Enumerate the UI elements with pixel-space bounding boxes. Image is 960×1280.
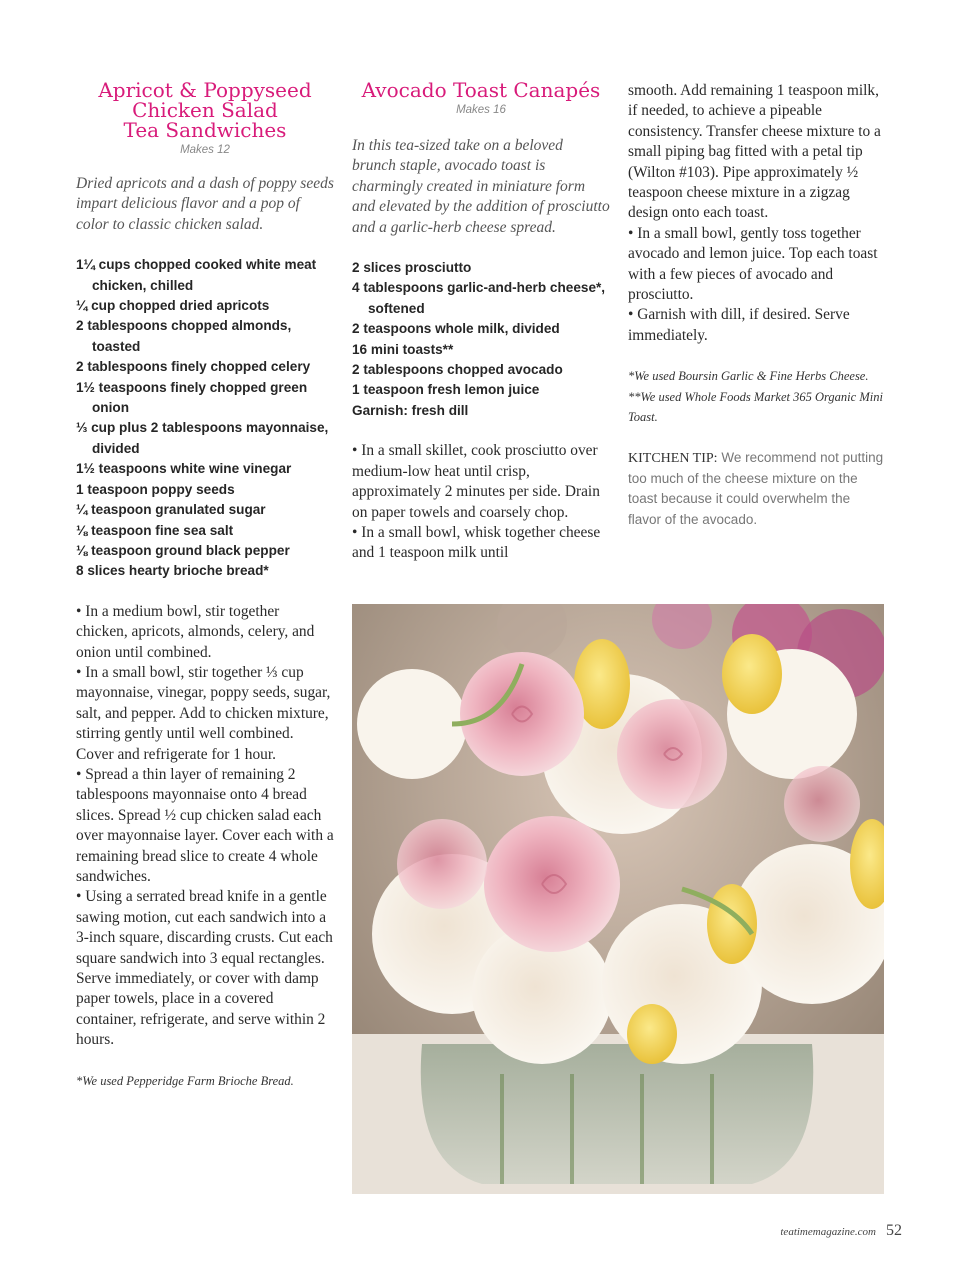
recipe1-ingredients [76,255,334,582]
recipe1-yield: Makes 12 [180,144,230,156]
ingredient: 1¼ cups chopped cooked white meat chicken, chilled [76,257,317,293]
instruction-step: • In a small bowl, whisk together cheese and 1 teaspoon milk until [352,523,601,562]
recipe2-column [352,80,610,564]
recipe1-title-line: Tea Sandwiches [123,118,287,142]
ingredient: ⅛ teaspoon ground black pepper [76,542,290,558]
recipe2-instructions [352,441,610,563]
ingredient: 1 teaspoon fresh lemon juice [352,382,540,398]
instruction-step: • In a small bowl, stir together ⅓ cup mayonnaise, vinegar, poppy seeds, sugar, salt, and pepper. Add to chicken mixture, stirring gently until well combined. Cover and refrigerate for 1 hour. [76,663,331,763]
instruction-step: • Spread a thin layer of remaining 2 tablespoons mayonnaise onto 4 bread slices. Spread ½ cup chicken salad each over mayonnaise layer. Cover each with a remaining bread slice to create 4 whole sandwiches. [76,765,334,885]
ingredient: ¼ teaspoon granulated sugar [76,502,266,518]
page-footer [780,1222,902,1240]
ingredient: ⅛ teaspoon fine sea salt [76,522,234,538]
kitchen-tip [628,448,886,531]
recipe2-footnotes [628,366,886,427]
ingredient: 2 teaspoons whole milk, divided [352,321,560,337]
instruction-step: • In a medium bowl, stir together chicken, apricots, almonds, celery, and onion until combined. [76,602,315,661]
ingredient: 1½ teaspoons finely chopped green onion [76,379,308,416]
ingredient: 1 teaspoon poppy seeds [76,481,235,497]
ingredient: 2 tablespoons finely chopped celery [76,359,311,375]
recipe2-continued-column [628,81,886,530]
recipe1-title-line: Apricot & Poppyseed [98,78,312,102]
instruction-step: • In a small skillet, cook prosciutto over medium-low heat until crisp, approximately 2 minutes per side. Drain on paper towels and coarsely chop. [352,442,600,521]
footnote: **We used Whole Foods Market 365 Organic Mini Toast. [628,389,883,425]
recipe1-intro: Dried apricots and a dash of poppy seeds impart delicious flavor and a pop of color to classic chicken salad. [76,175,334,233]
recipe2-title: Avocado Toast Canapés [361,78,601,102]
ingredient: 4 tablespoons garlic-and-herb cheese*, softened [352,280,606,316]
instruction-step: • Using a serrated bread knife in a gentle sawing motion, cut each sandwich into a 3-inch square, discarding crusts. Cut each square sandwich into 3 equal rectangles. Serve immediately, or cover with damp paper towels, place in a covered container, refrigerate, and serve within 2 hours. [76,888,333,1049]
flower-arrangement-photo [352,604,884,1194]
ingredient: 2 tablespoons chopped almonds, toasted [76,318,292,354]
recipe2-intro: In this tea-sized take on a beloved brunch staple, avocado toast is charmingly created in miniature form and elevated by the addition of prosciutto and a garlic-herb cheese spread. [352,137,610,236]
footnote: *We used Boursin Garlic & Fine Herbs Cheese. [628,369,869,384]
kitchen-tip-label: KITCHEN TIP: [628,450,718,466]
ingredient: Garnish: fresh dill [352,402,469,418]
recipe2-instructions-continued [628,81,886,346]
recipe1-footnote: *We used Pepperidge Farm Brioche Bread. [76,1073,294,1088]
ingredient: 2 slices prosciutto [352,260,472,276]
ingredient: ⅓ cup plus 2 tablespoons mayonnaise, divided [76,420,329,456]
instruction-step: smooth. Add remaining 1 teaspoon milk, if needed, to achieve a pipeable consistency. Transfer cheese mixture to a small piping bag fitted with a petal tip (Wilton #103). Pipe approximately ½ teaspoon cheese mixture in a zigzag design onto each toast. [628,82,881,222]
kitchen-tip-text: We recommend not putting too much of the cheese mixture on the toast because it could overwhelm the flavor of the avocado. [628,449,884,527]
ingredient: ¼ cup chopped dried apricots [76,298,270,314]
recipe1-column [76,80,334,1091]
recipe2-ingredients [352,258,610,421]
instruction-step: • In a small bowl, gently toss together avocado and lemon juice. Top each toast with a few pieces of avocado and prosciutto. [628,224,878,304]
ingredient: 16 mini toasts** [352,341,454,357]
ingredient: 2 tablespoons chopped avocado [352,362,563,378]
recipe1-title-line: Chicken Salad [132,98,278,122]
instruction-step: • Garnish with dill, if desired. Serve immediately. [628,306,850,344]
recipe1-title [76,80,334,140]
footer-website: teatimemagazine.com [780,1226,876,1238]
ingredient: 1½ teaspoons white wine vinegar [76,461,292,477]
ingredient: 8 slices hearty brioche bread* [76,563,269,579]
recipe1-instructions [76,602,334,1051]
recipe2-yield: Makes 16 [456,104,506,116]
page-number: 52 [886,1222,902,1239]
